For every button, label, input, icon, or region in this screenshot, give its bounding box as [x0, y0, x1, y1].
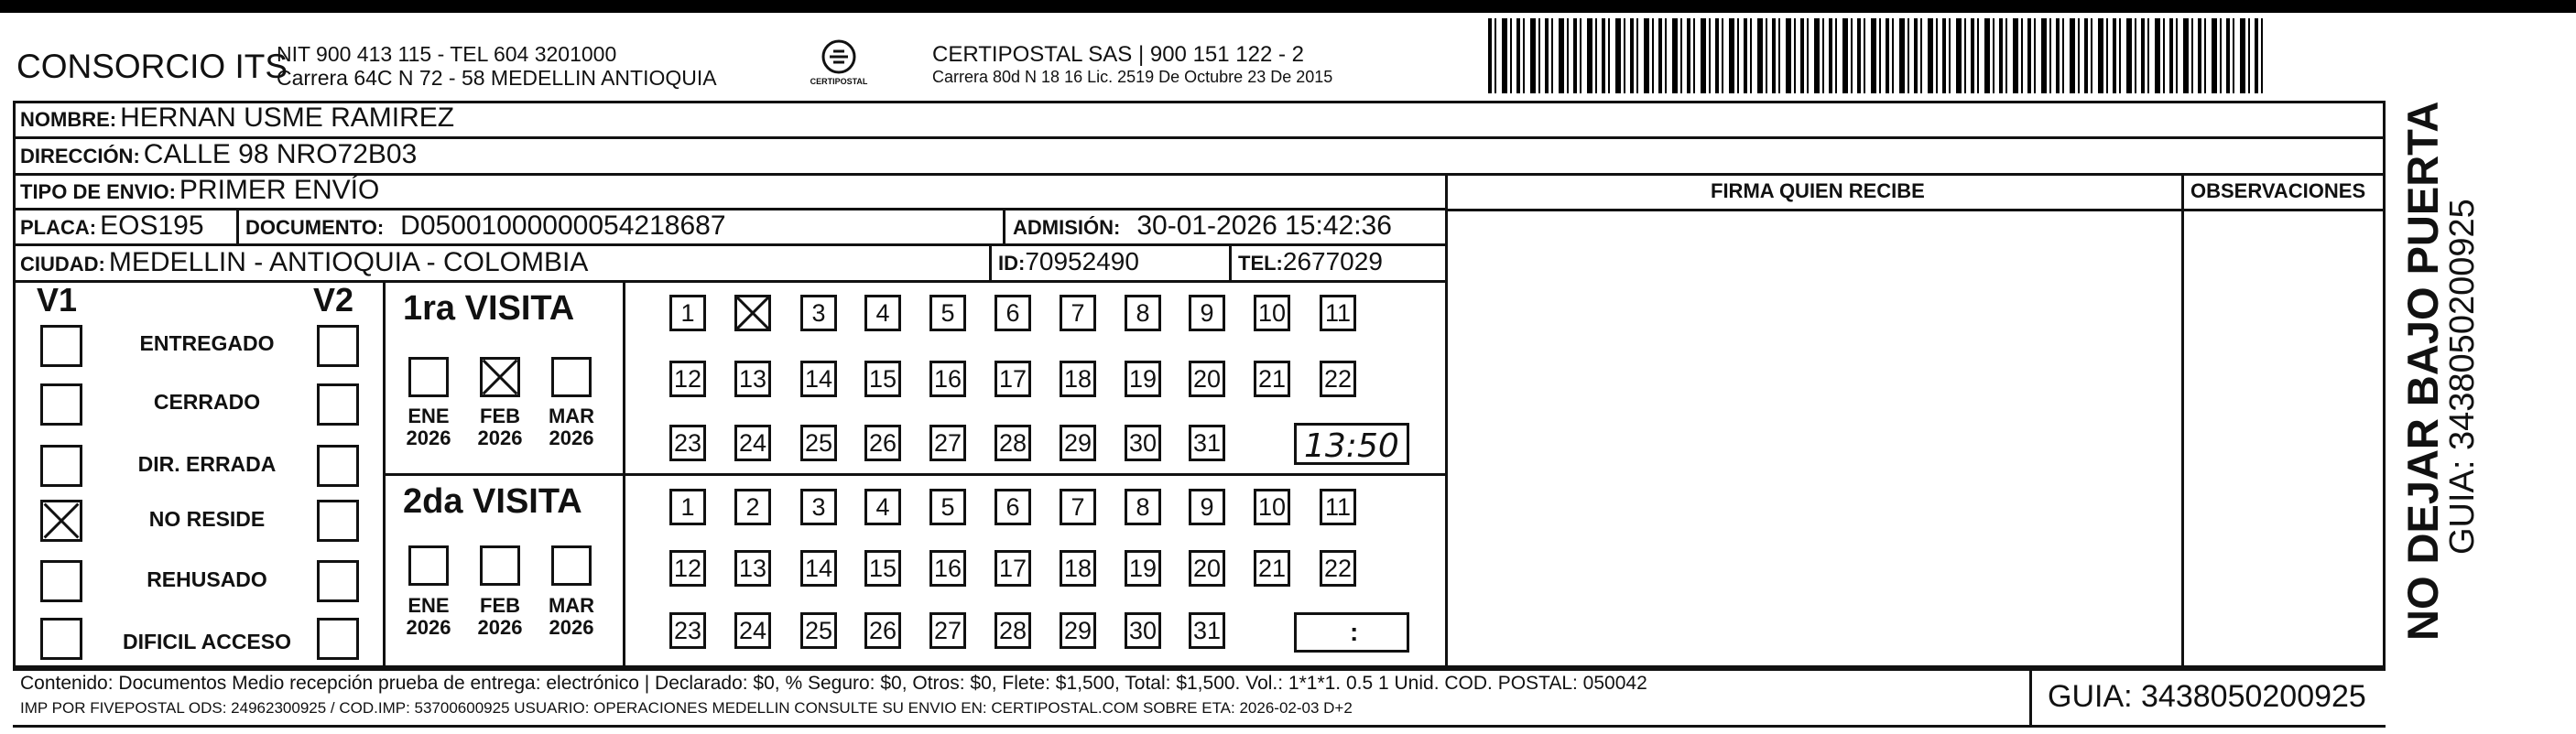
visit1-day-1[interactable]: [669, 295, 706, 331]
visit2-month-label: [542, 595, 601, 639]
visit1-day-27[interactable]: [929, 425, 966, 461]
day-number: 8: [1136, 492, 1150, 521]
day-number: 24: [738, 616, 767, 644]
barcode: [1488, 18, 2265, 93]
visit1-day-15[interactable]: [864, 361, 901, 397]
id-cell: [998, 247, 1139, 276]
documento-label: DOCUMENTO:: [245, 216, 385, 239]
cell-line: [1229, 243, 1232, 281]
placa-label: PLACA:: [20, 216, 97, 239]
visit1-day-19[interactable]: [1125, 361, 1161, 397]
v1-checkbox[interactable]: [40, 618, 82, 660]
visit2-day-21[interactable]: [1254, 550, 1290, 587]
visit2-title: 2da VISITA: [403, 482, 582, 521]
nombre-row: [20, 103, 454, 134]
ciudad-label: CIUDAD:: [20, 253, 105, 275]
tipo-row: [20, 175, 379, 206]
visit2-day-3[interactable]: [800, 489, 837, 525]
visit1-month-label: [399, 405, 458, 449]
day-number: 15: [868, 364, 897, 393]
visit2-day-28[interactable]: [995, 612, 1031, 649]
day-number: 14: [804, 554, 833, 582]
visit1-month-checkbox[interactable]: [551, 357, 592, 397]
month-year: 2026: [406, 426, 451, 449]
day-number: 29: [1063, 616, 1092, 644]
month-year: 2026: [477, 616, 523, 639]
day-number: 3: [811, 492, 826, 521]
visit2-day-24[interactable]: [734, 612, 771, 649]
v1-checkbox[interactable]: [40, 560, 82, 602]
day-number: 13: [738, 554, 767, 582]
day-number: 15: [868, 554, 897, 582]
v1-checkbox[interactable]: [40, 325, 82, 367]
day-number: 18: [1063, 554, 1092, 582]
bottom-line: [13, 725, 2386, 728]
visit1-time: 13:50: [1304, 427, 1399, 465]
top-border-bar: [0, 0, 2576, 13]
day-number: 31: [1192, 428, 1222, 457]
visit1-day-2[interactable]: [734, 295, 771, 331]
visit2-day-29[interactable]: [1060, 612, 1096, 649]
month-year: 2026: [406, 616, 451, 639]
visit2-day-6[interactable]: [995, 489, 1031, 525]
visit2-day-2[interactable]: [734, 489, 771, 525]
nombre-value: HERNAN USME RAMIREZ: [120, 103, 455, 133]
tipo-value: PRIMER ENVÍO: [179, 175, 380, 205]
status-label: CERRADO: [153, 390, 261, 414]
month-name: MAR: [548, 405, 595, 427]
day-number: 5: [940, 492, 955, 521]
certipostal-logo: [810, 37, 868, 95]
day-number: 12: [673, 364, 702, 393]
no-dejar-warning: NO DEJAR BAJO PUERTA: [2398, 101, 2447, 641]
day-number: 20: [1192, 364, 1222, 393]
v2-checkbox[interactable]: [317, 445, 359, 487]
status-label: DIFICIL ACCESO: [122, 630, 291, 653]
day-number: 16: [933, 364, 962, 393]
ciudad-cell: [20, 247, 588, 278]
day-number: 16: [933, 554, 962, 582]
tel-label: TEL:: [1238, 252, 1283, 275]
visit1-day-17[interactable]: [995, 361, 1031, 397]
side-guia: GUIA: 3438050200925: [2443, 199, 2482, 555]
day-number: 26: [868, 616, 897, 644]
visit1-day-21[interactable]: [1254, 361, 1290, 397]
visit2-day-27[interactable]: [929, 612, 966, 649]
visit2-month-label: [399, 595, 458, 639]
day-number: 22: [1323, 554, 1353, 582]
visit1-day-25[interactable]: [800, 425, 837, 461]
day-number: 9: [1200, 492, 1214, 521]
day-number: 23: [673, 616, 702, 644]
observaciones-label: OBSERVACIONES: [2190, 179, 2366, 202]
month-name: FEB: [480, 594, 520, 617]
day-number: 31: [1192, 616, 1222, 644]
admision-value: 30-01-2026 15:42:36: [1136, 210, 1392, 241]
day-number: 2: [745, 492, 760, 521]
day-number: 14: [804, 364, 833, 393]
visit1-day-24[interactable]: [734, 425, 771, 461]
visit1-day-22[interactable]: [1320, 361, 1356, 397]
visit2-day-17[interactable]: [995, 550, 1031, 587]
visit2-day-1[interactable]: [669, 489, 706, 525]
visit1-day-3[interactable]: [800, 295, 837, 331]
visit1-day-16[interactable]: [929, 361, 966, 397]
month-year: 2026: [549, 616, 594, 639]
visit2-day-25[interactable]: [800, 612, 837, 649]
visit1-day-28[interactable]: [995, 425, 1031, 461]
visit2-day-23[interactable]: [669, 612, 706, 649]
day-number: 9: [1200, 298, 1214, 327]
visit1-day-10[interactable]: [1254, 295, 1290, 331]
ciudad-value: MEDELLIN - ANTIOQUIA - COLOMBIA: [108, 247, 589, 277]
v2-checkbox[interactable]: [317, 383, 359, 426]
visit2-time: :: [1350, 618, 1359, 646]
visit2-day-12[interactable]: [669, 550, 706, 587]
visit1-day-11[interactable]: [1320, 295, 1356, 331]
visit2-time-box[interactable]: [1294, 612, 1409, 653]
company-nit: NIT 900 413 115 - TEL 604 3201000: [277, 42, 617, 66]
visit2-day-22[interactable]: [1320, 550, 1356, 587]
day-number: 20: [1192, 554, 1222, 582]
day-number: 18: [1063, 364, 1092, 393]
admision-cell: [1013, 210, 1392, 242]
day-number: 11: [1324, 298, 1352, 327]
visit1-day-5[interactable]: [929, 295, 966, 331]
day-number: 13: [738, 364, 767, 393]
footer-divider: [2029, 668, 2032, 725]
day-number: 6: [1005, 492, 1020, 521]
v2-checkbox[interactable]: [317, 325, 359, 367]
x-mark-icon: [737, 297, 768, 329]
visit2-day-30[interactable]: [1125, 612, 1161, 649]
visit2-day-8[interactable]: [1125, 489, 1161, 525]
day-number: 7: [1071, 492, 1085, 521]
visit2-day-13[interactable]: [734, 550, 771, 587]
cell-line: [989, 243, 992, 281]
day-number: 4: [875, 492, 890, 521]
visit2-month-checkbox[interactable]: [480, 545, 520, 586]
visit2-month-label: [471, 595, 529, 639]
visit1-day-30[interactable]: [1125, 425, 1161, 461]
nombre-label: NOMBRE:: [20, 108, 117, 131]
visit2-day-15[interactable]: [864, 550, 901, 587]
row-line: [13, 280, 1447, 283]
visit2-day-10[interactable]: [1254, 489, 1290, 525]
v2-label: V2: [313, 281, 354, 318]
visit2-day-31[interactable]: [1189, 612, 1225, 649]
month-name: FEB: [480, 405, 520, 427]
visit1-month-label: [542, 405, 601, 449]
day-number: 6: [1005, 298, 1020, 327]
tipo-label: TIPO DE ENVIO:: [20, 180, 176, 203]
visit1-day-8[interactable]: [1125, 295, 1161, 331]
visit2-day-19[interactable]: [1125, 550, 1161, 587]
day-number: 30: [1128, 428, 1158, 457]
month-name: ENE: [408, 405, 450, 427]
footer-line2: IMP POR FIVEPOSTAL ODS: 24962300925 / COD.IMP: 53700600925 USUARIO: OPERACIONES MEDELLIN CONSULTE SU ENVIO EN: CERTIPOSTAL.COM SOBRE ETA: 2026-02-03 D+2: [20, 699, 1353, 717]
v1-label: V1: [37, 281, 78, 318]
day-number: 30: [1128, 616, 1158, 644]
documento-cell: [245, 210, 726, 242]
day-number: 17: [998, 554, 1027, 582]
day-number: 26: [868, 428, 897, 457]
day-number: 21: [1257, 554, 1287, 582]
month-name: ENE: [408, 594, 450, 617]
visit1-month-checkbox[interactable]: [408, 357, 449, 397]
day-number: 10: [1257, 298, 1287, 327]
day-number: 25: [804, 428, 833, 457]
visit1-day-7[interactable]: [1060, 295, 1096, 331]
row-line: [1447, 209, 2386, 211]
visit1-day-6[interactable]: [995, 295, 1031, 331]
day-number: 28: [998, 616, 1027, 644]
row-line: [13, 243, 1447, 246]
day-number: 4: [875, 298, 890, 327]
v1-checkbox[interactable]: [40, 383, 82, 426]
day-number: 11: [1324, 492, 1352, 521]
status-label: NO RESIDE: [148, 507, 266, 531]
status-label: REHUSADO: [147, 567, 267, 591]
day-number: 27: [933, 428, 962, 457]
visit2-day-18[interactable]: [1060, 550, 1096, 587]
id-value: 70952490: [1025, 247, 1139, 275]
visit2-month-checkbox[interactable]: [551, 545, 592, 586]
visit1-day-29[interactable]: [1060, 425, 1096, 461]
status-label: DIR. ERRADA: [137, 452, 277, 476]
v2-checkbox[interactable]: [317, 500, 359, 542]
day-number: 8: [1136, 298, 1150, 327]
footer-guia: GUIA: 3438050200925: [2048, 679, 2366, 714]
visit1-day-31[interactable]: [1189, 425, 1225, 461]
visit2-day-16[interactable]: [929, 550, 966, 587]
day-number: 27: [933, 616, 962, 644]
v2-checkbox[interactable]: [317, 618, 359, 660]
cell-line: [1003, 208, 1005, 244]
day-number: 29: [1063, 428, 1092, 457]
visit2-day-5[interactable]: [929, 489, 966, 525]
company-address: Carrera 64C N 72 - 58 MEDELLIN ANTIOQUIA: [277, 66, 717, 90]
day-number: 22: [1323, 364, 1353, 393]
placa-value: EOS195: [100, 210, 204, 241]
day-number: 25: [804, 616, 833, 644]
placa-cell: [20, 210, 204, 242]
certipostal-info: CERTIPOSTAL SAS | 900 151 122 - 2: [932, 42, 1304, 67]
visit1-time-box[interactable]: [1294, 423, 1409, 465]
v2-checkbox[interactable]: [317, 560, 359, 602]
visit2-day-20[interactable]: [1189, 550, 1225, 587]
day-number: 1: [680, 492, 695, 521]
visit1-day-4[interactable]: [864, 295, 901, 331]
visit1-month-label: [471, 405, 529, 449]
day-number: 23: [673, 428, 702, 457]
visit2-day-7[interactable]: [1060, 489, 1096, 525]
company-name: CONSORCIO ITS: [16, 48, 288, 85]
visit1-day-14[interactable]: [800, 361, 837, 397]
day-number: 10: [1257, 492, 1287, 521]
month-name: MAR: [548, 594, 595, 617]
day-number: 19: [1128, 554, 1158, 582]
logo-caption: CERTIPOSTAL: [810, 77, 868, 86]
day-number: 19: [1128, 364, 1158, 393]
visit1-day-9[interactable]: [1189, 295, 1225, 331]
visit2-day-4[interactable]: [864, 489, 901, 525]
footer-line1: Contenido: Documentos Medio recepción prueba de entrega: electrónico | Declarado: $0, % Seguro: $0, Otros: $0, Flete: $1,500, Total: $1,500. Vol.: 1*1*1. 0.5 1 Unid. COD. POSTAL: 050042: [20, 673, 1647, 694]
visit2-month-checkbox[interactable]: [408, 545, 449, 586]
direccion-row: [20, 139, 417, 170]
visit1-day-20[interactable]: [1189, 361, 1225, 397]
day-number: 17: [998, 364, 1027, 393]
visit1-day-26[interactable]: [864, 425, 901, 461]
cell-line: [236, 208, 239, 244]
firma-label: FIRMA QUIEN RECIBE: [1711, 179, 1925, 202]
day-number: 28: [998, 428, 1027, 457]
day-number: 12: [673, 554, 702, 582]
col-line: [2181, 173, 2184, 668]
month-year: 2026: [549, 426, 594, 449]
direccion-value: CALLE 98 NRO72B03: [143, 139, 418, 169]
section-line: [383, 473, 1447, 476]
day-number: 7: [1071, 298, 1085, 327]
day-number: 5: [940, 298, 955, 327]
visit1-month-checkbox[interactable]: [480, 357, 520, 397]
tel-cell: [1238, 247, 1383, 276]
documento-value: D05001000000054218687: [400, 210, 726, 241]
visit2-day-14[interactable]: [800, 550, 837, 587]
col-line: [1445, 173, 1448, 668]
v1-checkbox[interactable]: [40, 445, 82, 487]
visit2-day-9[interactable]: [1189, 489, 1225, 525]
visit1-day-13[interactable]: [734, 361, 771, 397]
day-number: 1: [680, 298, 695, 327]
month-year: 2026: [477, 426, 523, 449]
visit2-day-26[interactable]: [864, 612, 901, 649]
status-label: ENTREGADO: [139, 331, 275, 355]
direccion-label: DIRECCIÓN:: [20, 145, 140, 167]
admision-label: ADMISIÓN:: [1013, 216, 1121, 239]
day-number: 24: [738, 428, 767, 457]
visit2-day-11[interactable]: [1320, 489, 1356, 525]
day-number: 21: [1257, 364, 1287, 393]
tel-value: 2677029: [1282, 247, 1383, 275]
id-label: ID:: [998, 252, 1026, 275]
certipostal-address: Carrera 80d N 18 16 Lic. 2519 De Octubre 23 De 2015: [932, 68, 1333, 86]
visit1-day-23[interactable]: [669, 425, 706, 461]
v1-checkbox[interactable]: [40, 500, 82, 542]
visit1-day-12[interactable]: [669, 361, 706, 397]
visit1-day-18[interactable]: [1060, 361, 1096, 397]
day-number: 3: [811, 298, 826, 327]
visit1-title: 1ra VISITA: [403, 289, 575, 328]
